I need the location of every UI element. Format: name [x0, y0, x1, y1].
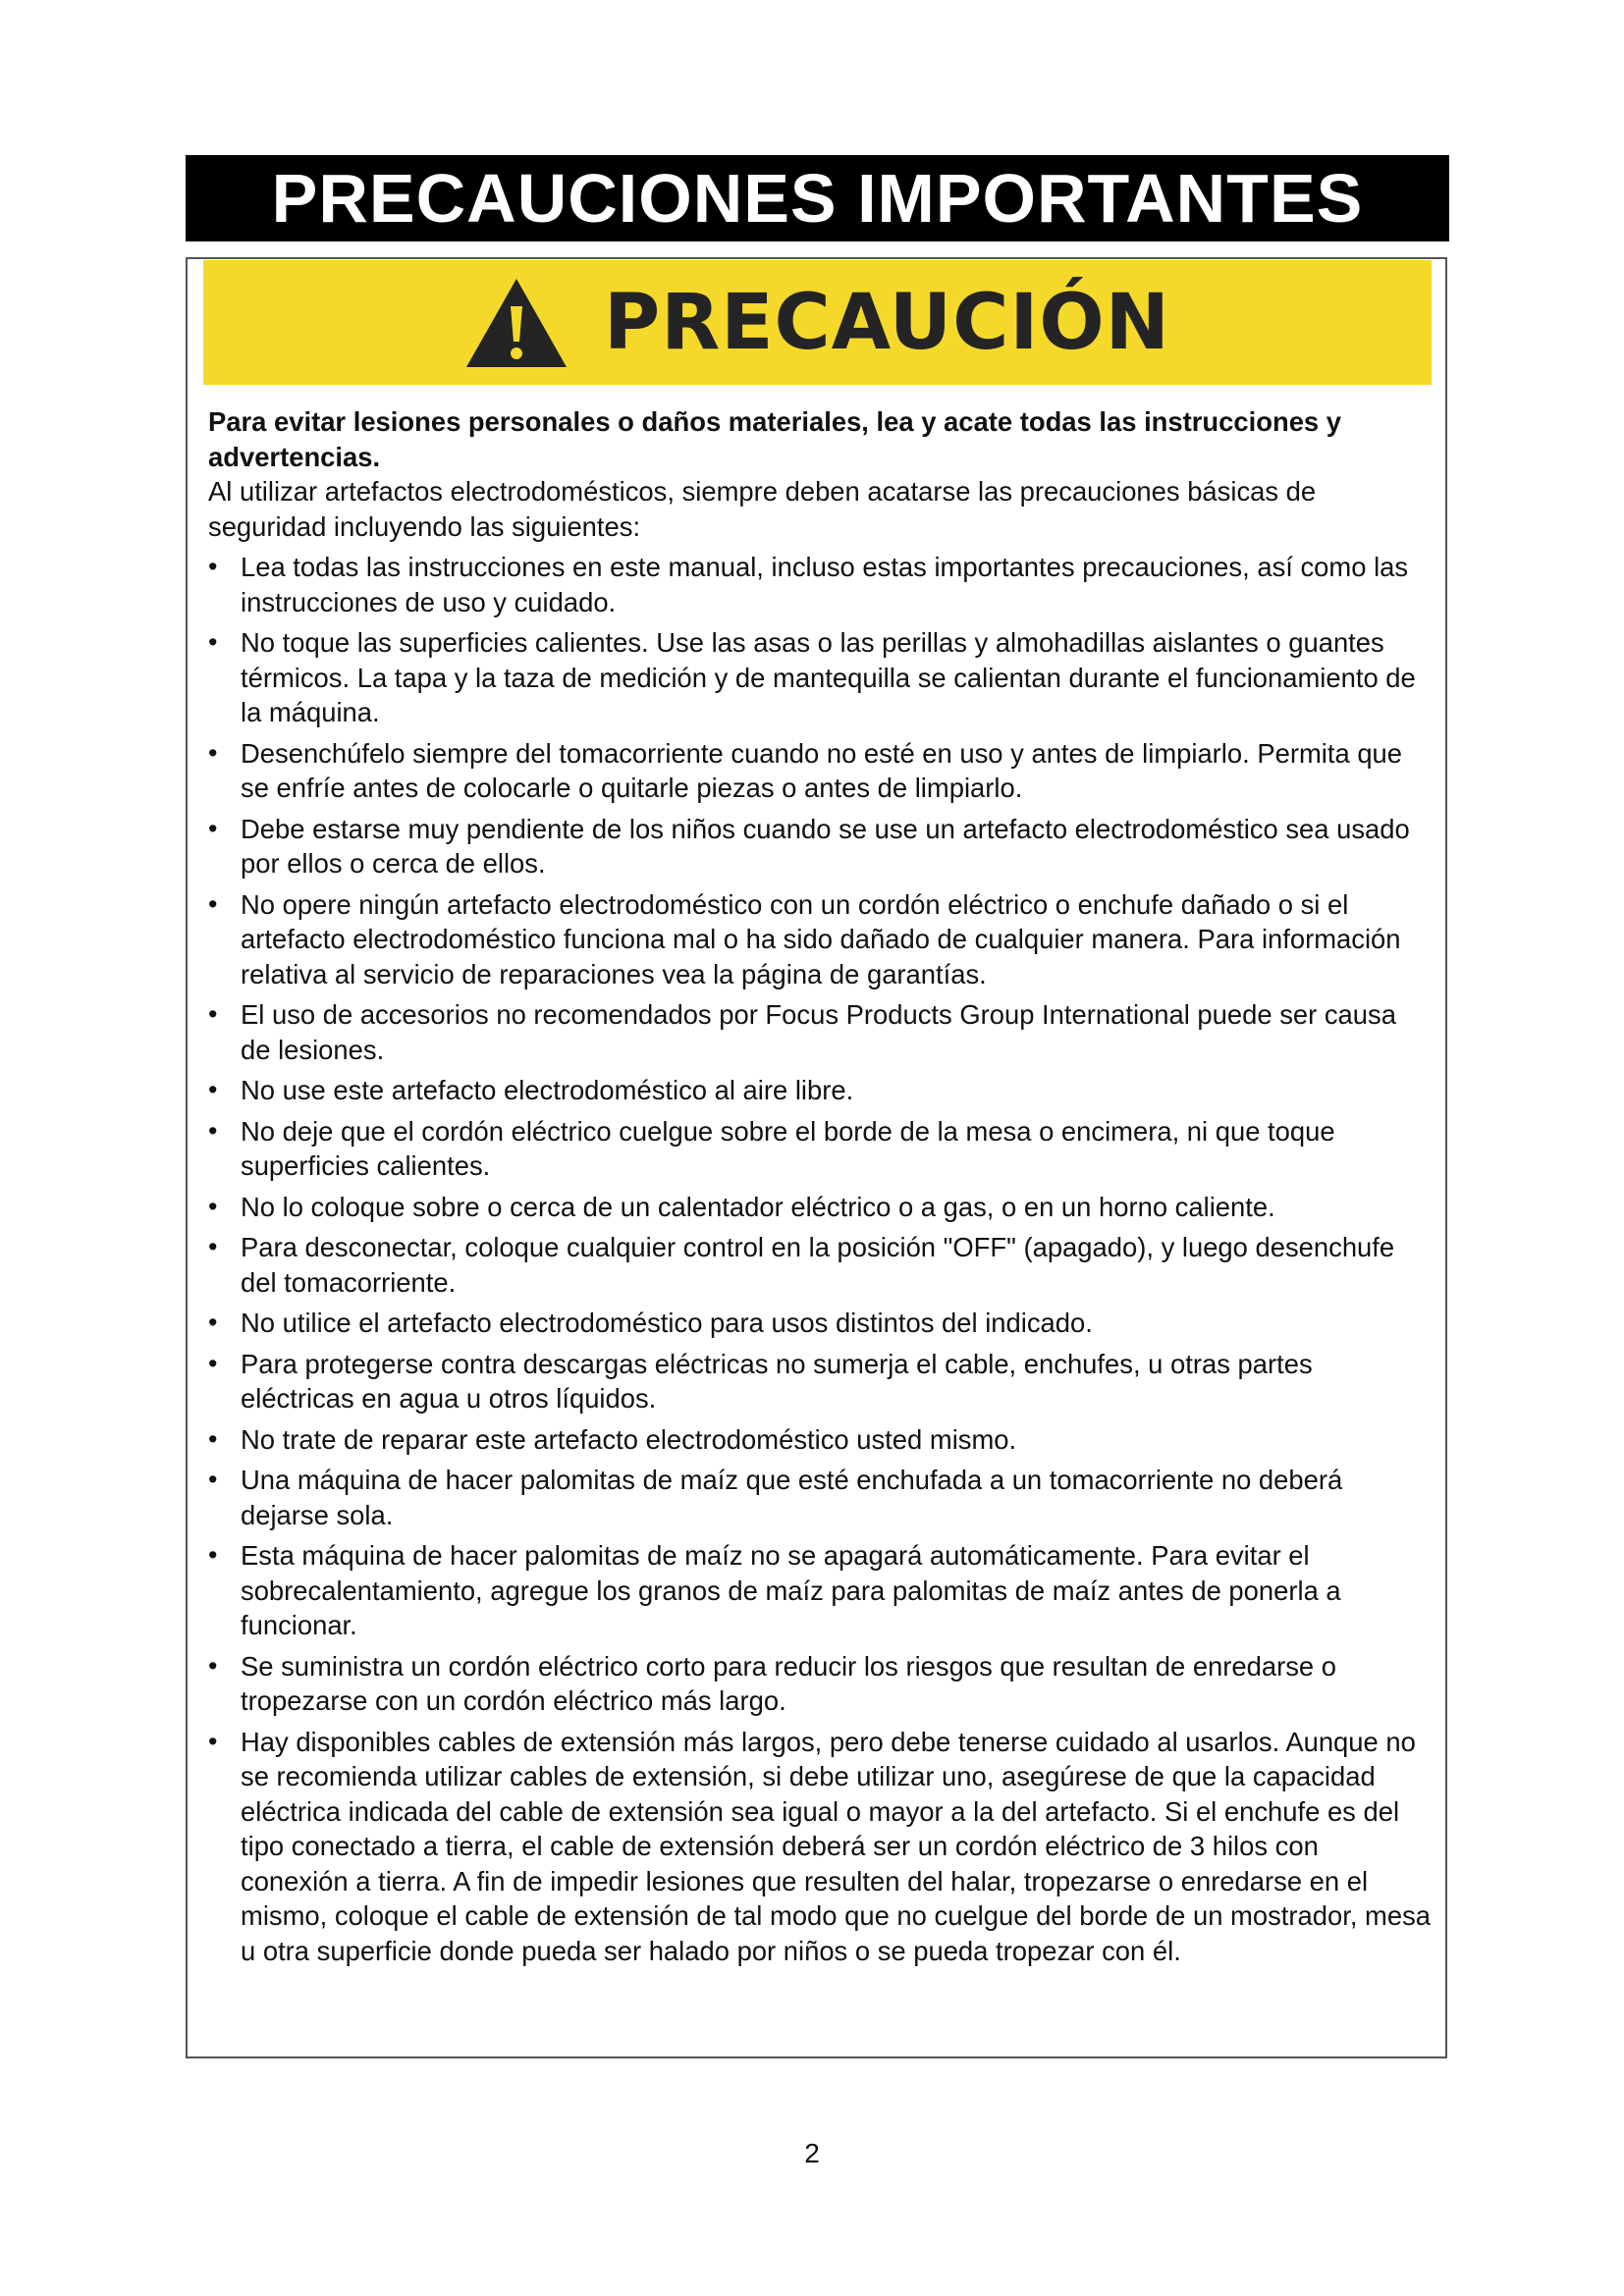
precautions-list — [208, 550, 1432, 1968]
intro-bold-text: Para evitar lesiones personales o daños materiales, lea y acate todas las instrucciones y advertencias. — [208, 406, 1342, 472]
list-item: • No trate de reparar este artefacto electrodoméstico usted mismo. — [208, 1422, 1432, 1458]
list-item: • Esta máquina de hacer palomitas de maíz no se apagará automáticamente. Para evitar el sobrecalentamiento, agregue los granos de maíz para palomitas de maíz antes de ponerla a funcionar. — [208, 1538, 1432, 1643]
page-number: 2 — [804, 2138, 820, 2168]
warning-triangle-icon — [464, 277, 568, 369]
list-item: • Lea todas las instrucciones en este manual, incluso estas importantes precauciones, así como las instrucciones de uso y cuidado. — [208, 550, 1432, 619]
list-item: • El uso de accesorios no recomendados por Focus Products Group International puede ser causa de lesiones. — [208, 997, 1432, 1067]
list-item: • No deje que el cordón eléctrico cuelgue sobre el borde de la mesa o encimera, ni que toque superficies calientes. — [208, 1114, 1432, 1184]
page-title: PRECAUCIONES IMPORTANTES — [271, 160, 1364, 237]
caution-label: PRECAUCIÓN — [604, 278, 1170, 367]
list-item: • Se suministra un cordón eléctrico corto para reducir los riesgos que resultan de enredarse o tropezarse con un cordón eléctrico más largo. — [208, 1649, 1432, 1719]
list-item: • No toque las superficies calientes. Use las asas o las perillas y almohadillas aislantes o guantes térmicos. La tapa y la taza de medición y de mantequilla se calientan durante el funcionamiento de la máquina. — [208, 625, 1432, 730]
title-banner — [186, 155, 1449, 241]
intro-text: Al utilizar artefactos electrodomésticos, siempre deben acatarse las precauciones básicas de seguridad incluyendo las siguientes: — [208, 476, 1317, 542]
list-item: • Para desconectar, coloque cualquier control en la posición "OFF" (apagado), y luego desenchufe del tomacorriente. — [208, 1230, 1432, 1300]
list-item: • Una máquina de hacer palomitas de maíz que esté enchufada a un tomacorriente no deberá dejarse sola. — [208, 1463, 1432, 1532]
list-item: • Para protegerse contra descargas eléctricas no sumerja el cable, enchufes, u otras partes eléctricas en agua u otros líquidos. — [208, 1347, 1432, 1416]
list-item: • Hay disponibles cables de extensión más largos, pero debe tenerse cuidado al usarlos. Aunque no se recomienda utilizar cables de extensión, si debe utilizar uno, asegúrese de que la capacidad eléctrica indicada del cable de extensión sea igual o mayor a la del artefacto. Si el enchufe es del tipo conectado a tierra, el cable de extensión deberá ser un cordón eléctrico de 3 hilos con conexión a tierra. A fin de impedir lesiones que resulten del halar, tropezarse o enredarse en el mismo, coloque el cable de extensión de tal modo que no cuelgue del borde de un mostrador, mesa u otra superficie donde pueda ser halado por niños o se pueda tropezar con él. — [208, 1725, 1432, 1969]
list-item: • No utilice el artefacto electrodoméstico para usos distintos del indicado. — [208, 1306, 1432, 1341]
list-item: • No opere ningún artefacto electrodoméstico con un cordón eléctrico o enchufe dañado o si el artefacto electrodoméstico funciona mal o ha sido dañado de cualquier manera. Para información relativa al servicio de reparaciones vea la página de garantías. — [208, 887, 1432, 992]
list-item: • No lo coloque sobre o cerca de un calentador eléctrico o a gas, o en un horno caliente. — [208, 1190, 1432, 1225]
precautions-body — [208, 404, 1432, 1968]
list-item: • Desenchúfelo siempre del tomacorriente cuando no esté en uso y antes de limpiarlo. Permita que se enfríe antes de colocarle o quitarle piezas o antes de limpiarlo. — [208, 736, 1432, 806]
caution-banner — [203, 260, 1432, 385]
list-item: • No use este artefacto electrodoméstico al aire libre. — [208, 1073, 1432, 1108]
list-item: • Debe estarse muy pendiente de los niños cuando se use un artefacto electrodoméstico sea usado por ellos o cerca de ellos. — [208, 812, 1432, 881]
